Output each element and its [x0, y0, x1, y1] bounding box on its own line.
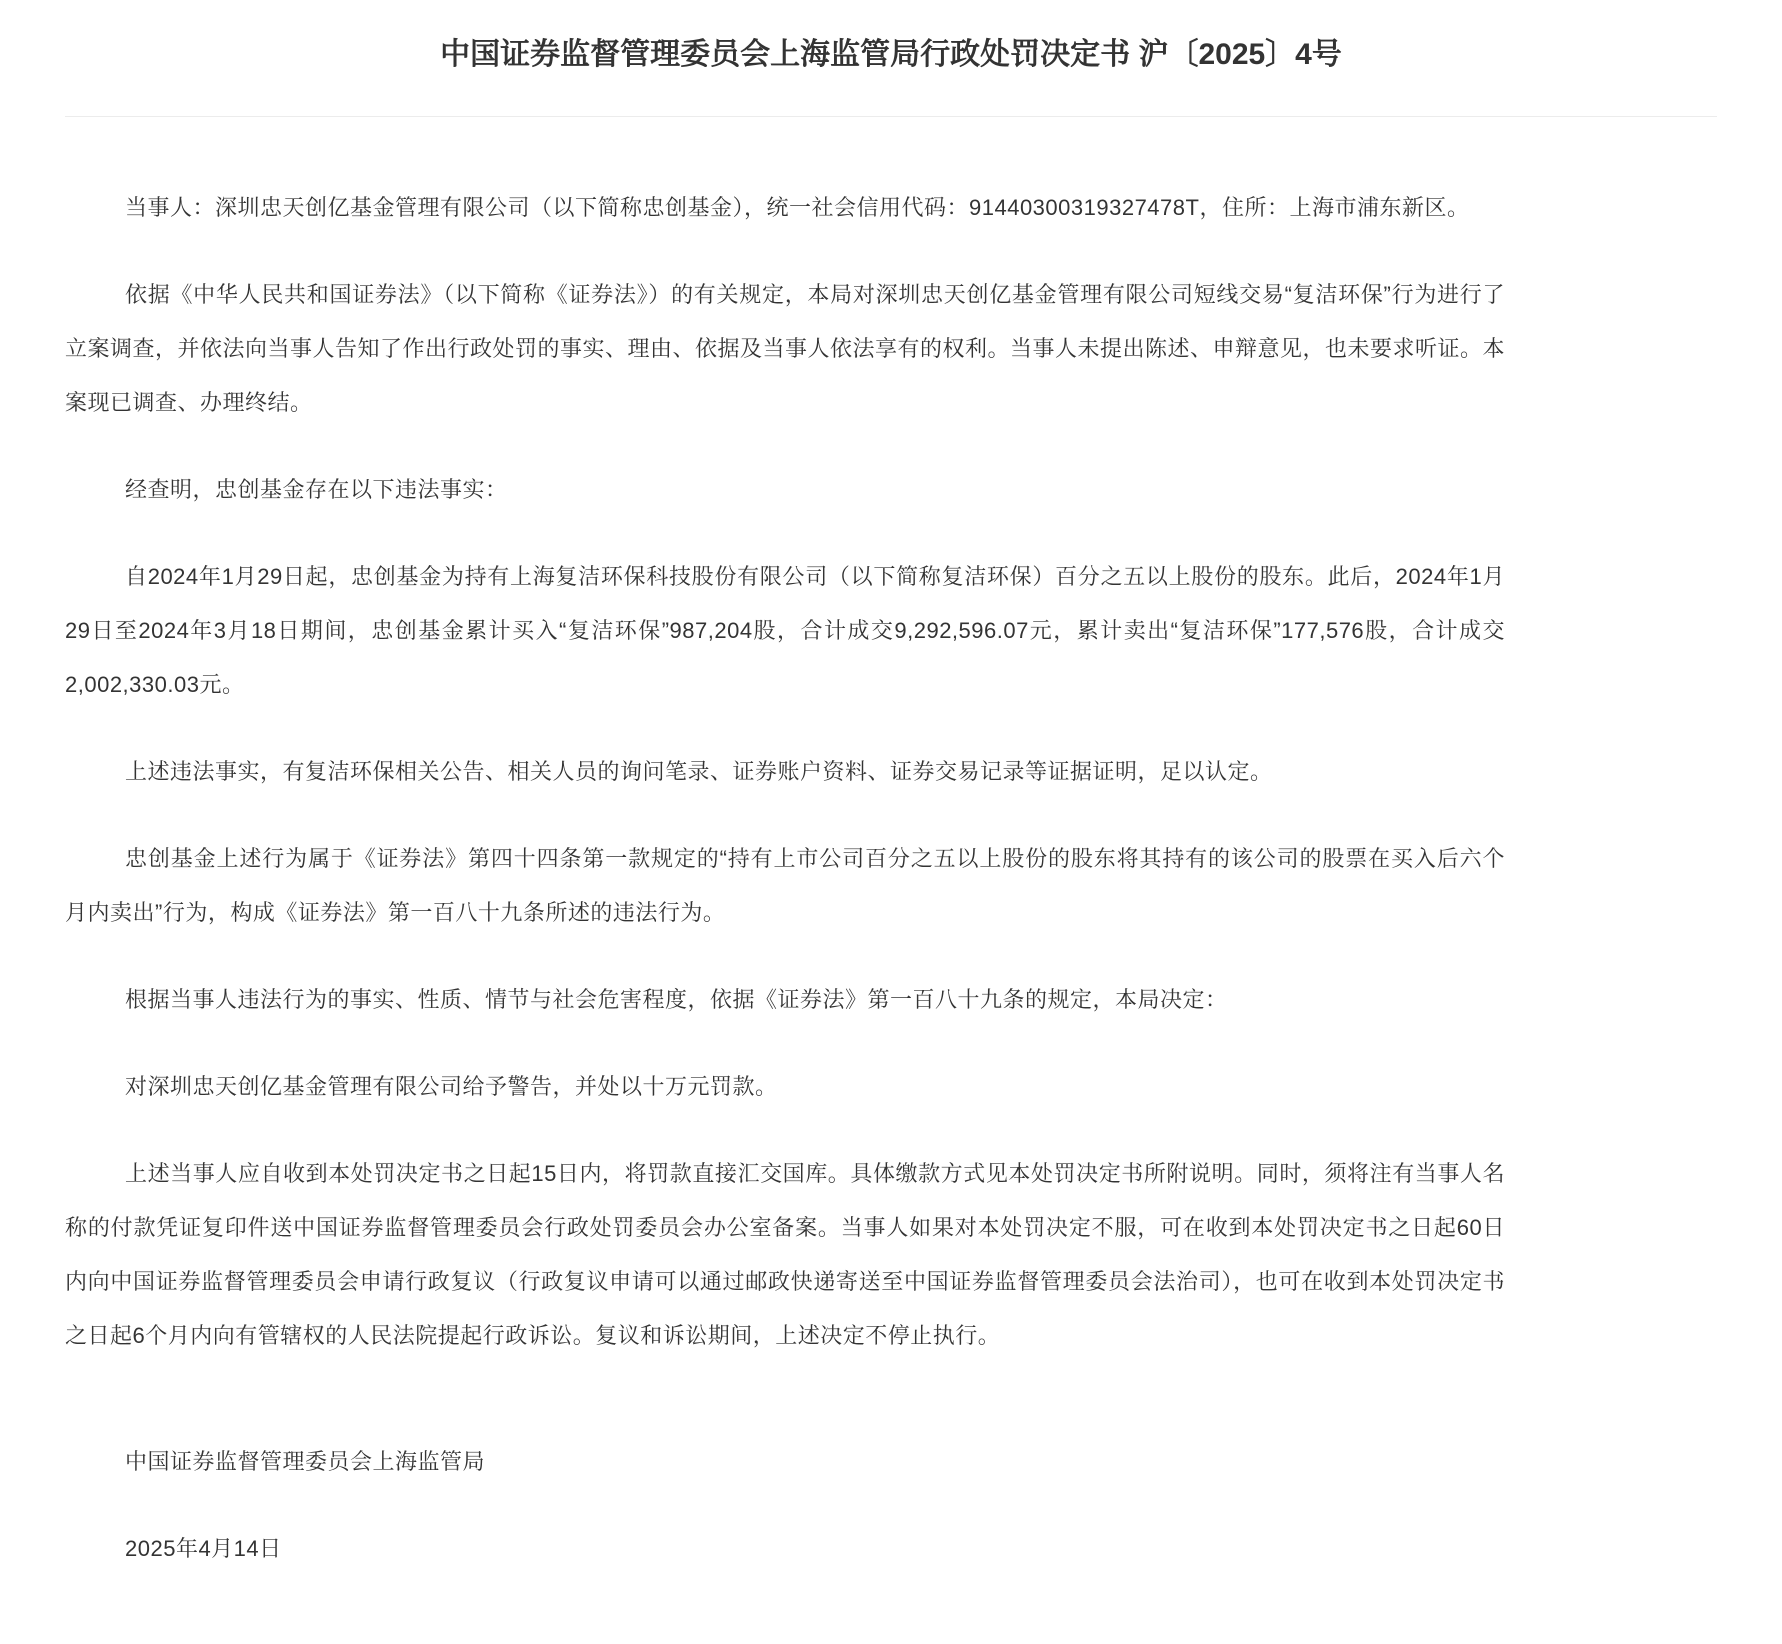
- document-body: [0, 117, 1782, 1576]
- decision-basis-paragraph: 根据当事人违法行为的事实、性质、情节与社会危害程度，依据《证券法》第一百八十九条的规定，本局决定：: [125, 987, 1228, 1012]
- payment-and-appeal-paragraph: 上述当事人应自收到本处罚决定书之日起15日内，将罚款直接汇交国库。具体缴款方式见本处罚决定书所附说明。同时，须将注有当事人名称的付款凭证复印件送中国证券监督管理委员会行政处罚委员会办公室备案。当事人如果对本处罚决定不服，可在收到本处罚决定书之日起60日内向中国证券监督管理委员会申请行政复议（行政复议申请可以通过邮政快递寄送至中国证券监督管理委员会法治司），也可在收到本处罚决定书之日起6个月内向有管辖权的人民法院提起行政诉讼。复议和诉讼期间，上述决定不停止执行。: [65, 1161, 1505, 1348]
- decision-date: 2025年4月14日: [125, 1536, 282, 1561]
- title-block: [0, 0, 1782, 76]
- document-title: 中国证券监督管理委员会上海监管局行政处罚决定书 沪〔2025〕4号: [440, 38, 1342, 71]
- case-basis-paragraph: 依据《中华人民共和国证券法》（以下简称《证券法》）的有关规定，本局对深圳忠天创亿基金管理有限公司短线交易“复洁环保”行为进行了立案调查，并依法向当事人告知了作出行政处罚的事实、理由、依据及当事人依法享有的权利。当事人未提出陈述、申辩意见，也未要求听证。本案现已调查、办理终结。: [65, 282, 1506, 415]
- party-info-paragraph: 当事人：深圳忠天创亿基金管理有限公司（以下简称忠创基金），统一社会信用代码：91440300319327478T，住所：上海市浦东新区。: [125, 195, 1470, 220]
- facts-detail-paragraph: 自2024年1月29日起，忠创基金为持有上海复洁环保科技股份有限公司（以下简称复洁环保）百分之五以上股份的股东。此后，2024年1月29日至2024年3月18日期间，忠创基金累计买入“复洁环保”987,204股，合计成交9,292,596.07元，累计卖出“复洁环保”177,576股，合计成交2,002,330.03元。: [65, 564, 1505, 697]
- legal-characterization-paragraph: 忠创基金上述行为属于《证券法》第四十四条第一款规定的“持有上市公司百分之五以上股份的股东将其持有的该公司的股票在买入后六个月内卖出”行为，构成《证券法》第一百八十九条所述的违法行为。: [65, 846, 1505, 925]
- penalty-decision-paragraph: 对深圳忠天创亿基金管理有限公司给予警告，并处以十万元罚款。: [125, 1074, 778, 1099]
- signature-block: [65, 1435, 1505, 1576]
- issuing-authority: 中国证券监督管理委员会上海监管局: [125, 1449, 486, 1474]
- evidence-paragraph: 上述违法事实，有复洁环保相关公告、相关人员的询问笔录、证券账户资料、证券交易记录等证据证明，足以认定。: [125, 759, 1273, 784]
- facts-intro-paragraph: 经查明，忠创基金存在以下违法事实：: [125, 477, 508, 502]
